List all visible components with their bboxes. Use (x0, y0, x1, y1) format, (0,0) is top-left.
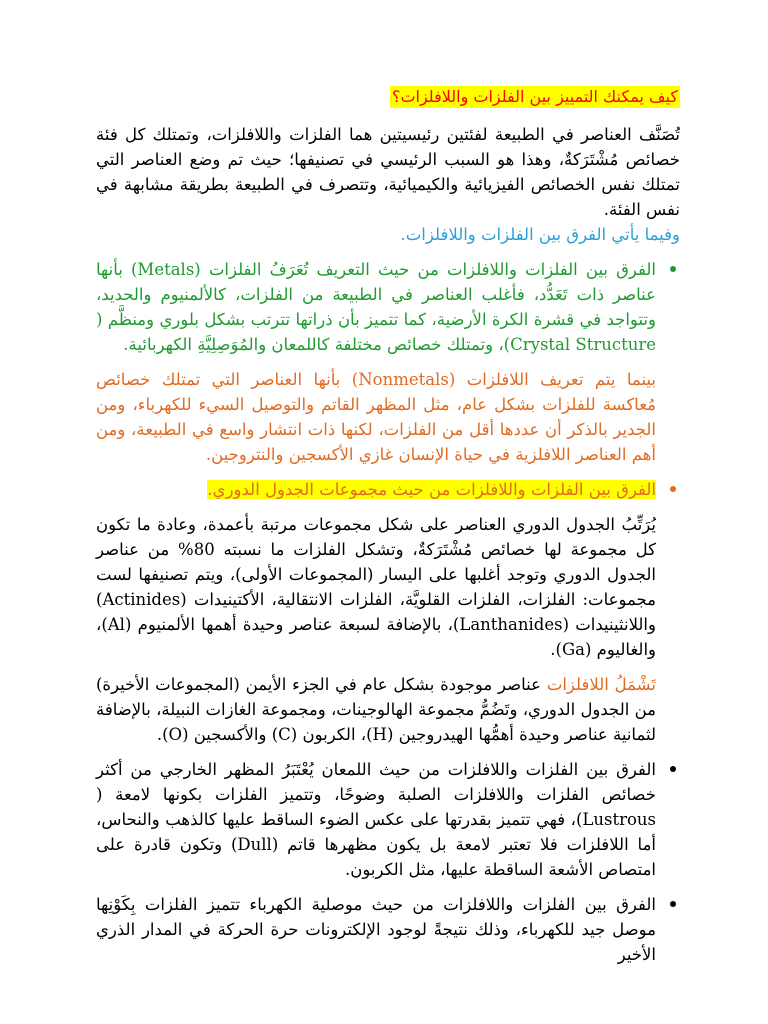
bullet-periodic-table (96, 477, 680, 502)
page-title: كيف يمكنك التمييز بين الفلزات واللافلزات؟ (391, 87, 678, 106)
bullet-definition-text: الفرق بين الفلزات واللافلزات من حيث التعريف تُعَرَفُ الفلزات (Metals) بأنها عناصر ذات تَعَدُّد، فأغلب العناصر في الطبيعة من الفلزات، كالألمنيوم والحديد، وتتواجد في قشرة الكرة الأرضية، كما تتميز بأن ذراتها تترتب بشكل بلوري ومنظَّم ( Crystal Structure)، وتمتلك خصائص مختلفة كاللمعان والمُوَصِلِيَّةِ الكهربائية. (96, 260, 656, 354)
bullet-conductivity-text: الفرق بين الفلزات واللافلزات من حيث موصلية الكهرباء تتميز الفلزات بِكَوْنِها موصل جيد للكهرباء، وذلك نتيجةً لوجود الإلكترونات حرة الحركة في المدار الذري الأخير (96, 895, 656, 964)
bullet-luster-text: الفرق بين الفلزات واللافلزات من حيث اللمعان يُعْتَبَرُ المظهر الخارجي من أكثر خصائص الفلزات واللافلزات الصلبة وضوحًا، وتتميز الفلزات بكونها لامعة ( Lustrous)، فهي تتميز بقدرتها على عكس الضوء الساقط عليها كالذهب والنحاس، أما اللافلزات فلا تعتبر لامعة بل يكون مظهرها قاتم (Dull) وتكون قادرة على امتصاص الأشعة الساقطة عليها، مثل الكربون. (96, 760, 656, 879)
bullet-periodic-table-text: الفرق بين الفلزات واللافلزات من حيث مجموعات الجدول الدوري. (207, 480, 656, 499)
bullet-dot-icon (670, 266, 676, 272)
properties-list (96, 757, 680, 967)
intro-text: تُصَنَّف العناصر في الطبيعة لفئتين رئيسيتين هما الفلزات واللافلزات، وتمتلك كل فئة خصائص مُشْتَرَكةٌ، وهذا هو السبب الرئيسي في تصنيفها؛ حيث تم وضع العناصر التي تمتلك نفس الخصائص الفيزيائية والكيميائية، وتتصرف في الطبيعة بطريقة مشابهة في نفس الفئة. (96, 125, 680, 219)
bullet-conductivity (96, 892, 680, 967)
bullet-definition (96, 257, 680, 357)
definition-list (96, 257, 680, 357)
intro-link-text: وفيما يأتي الفرق بين الفلزات واللافلزات. (400, 225, 680, 244)
bullet-dot-icon (670, 901, 676, 907)
bullet-dot-icon (670, 766, 676, 772)
intro-paragraph (96, 122, 680, 247)
bullet-dot-icon (670, 486, 676, 492)
nonmetals-groups-text: عناصر موجودة بشكل عام في الجزء الأيمن (المجموعات الأخيرة) من الجدول الدوري، وتَضُمُّ مجموعة الهالوجينات، ومجموعة الغازات النبيلة، بالإضافة لثمانية عناصر وحيدة أهمُّها الهيدروجين (H)، الكربون (C) والأكسجين (O). (96, 675, 656, 744)
bullet-luster (96, 757, 680, 882)
periodic-table-paragraph: يُرَتِّبُ الجدول الدوري العناصر على شكل مجموعات مرتبة بأعمدة، وعادة ما تكون كل مجموعة لها خصائص مُشْتَرَكةٌ، وتشكل الفلزات ما نسبته 80% من عناصر الجدول الدوري وتوجد أغلبها على اليسار (المجموعات الأولى)، ويتم تصنيفها لست مجموعات: الفلزات، الفلزات القلويَّة، الفلزات الانتقالية، الأكتينيدات (Actinides) واللانثينيدات (Lanthanides)، بالإضافة لسبعة عناصر وحيدة أهمها الألمنيوم (Al)، والغاليوم (Ga). (96, 515, 656, 659)
nonmetals-definition-paragraph: بينما يتم تعريف اللافلزات (Nonmetals) بأنها العناصر التي تمتلك خصائص مُعاكسة للفلزات بشكل عام، مثل المظهر القاتم والتوصيل السيء للكهرباء، ومن الجدير بالذكر أن عددها أقل من الفلزات، لكنها ذات انتشار واسع في الطبيعة، ومن أهم العناصر اللافلزية في حياة الإنسان غازي الأكسجين والنتروجين. (96, 370, 656, 464)
nonmetals-groups-lead: تَشْمَلُ اللافلزات (546, 675, 656, 694)
periodic-list (96, 477, 680, 502)
nonmetals-groups-paragraph (96, 672, 680, 747)
